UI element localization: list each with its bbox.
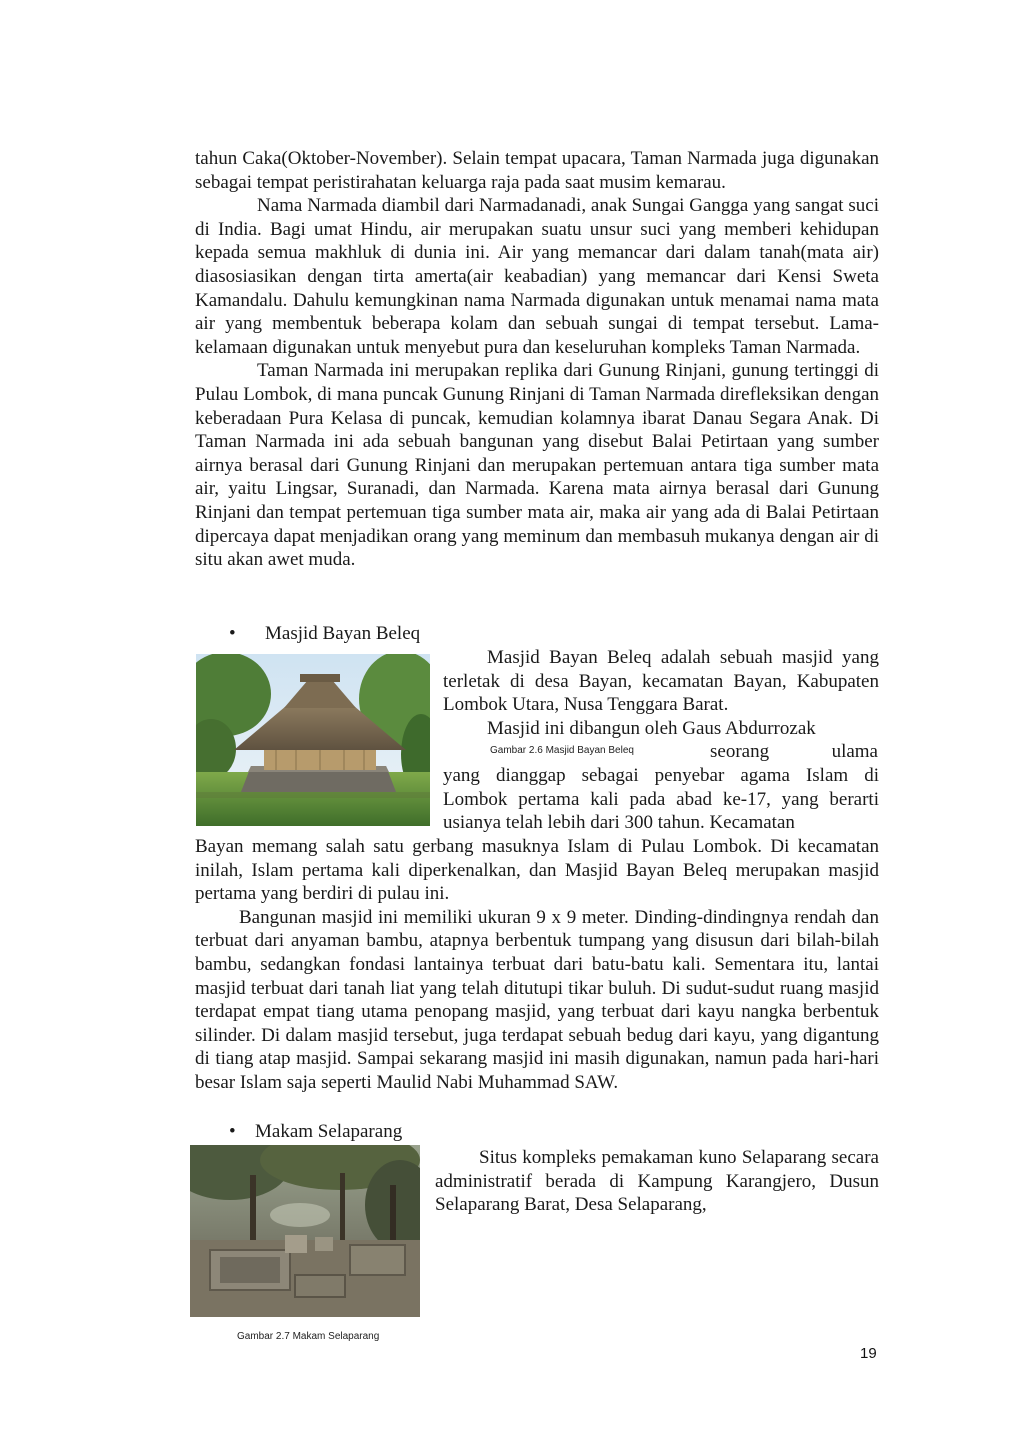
mosque-illustration: [196, 654, 430, 826]
masjid-description-2: Masjid ini dibangun oleh Gaus Abdurrozak: [487, 717, 816, 739]
cemetery-illustration: [190, 1145, 420, 1317]
masjid-bayan-beleq-photo: [196, 654, 430, 826]
masjid-description-5: Bangunan masjid ini memiliki ukuran 9 x 9 meter. Dinding-dindingnya rendah dan terbuat dari anyaman bambu, atapnya berbentuk tumpang yang disusun dari bilah-bilah bambu, sedangkan fondasi lantainya terbuat dari batu-batu kali. Sementara itu, lantai masjid terbuat dari tanah liat yang telah ditutupi tikar buluh. Di sudut-sudut ruang masjid terdapat empat tiang utama penopang masjid, yang terbuat dari kayu nangka berbentuk silinder. Di dalam masjid tersebut, juga terdapat sebuah bedug dari kayu, yang digantung di tiang atap masjid. Sampai sekarang masjid ini masih digunakan, namun pada hari-hari besar Islam saja seperti Maulid Nabi Muhammad SAW.: [195, 906, 879, 1093]
masjid-side-text: [443, 646, 879, 740]
intro-text-block: [195, 147, 879, 572]
paragraph-2: Nama Narmada diambil dari Narmadanadi, anak Sungai Gangga yang sangat suci di India. Bagi umat Hindu, air merupakan suatu unsur suci yang memberi kehidupan kepada semua makhluk di dunia ini. Air yang memancar dari dalam tanah(mata air) diasosiasikan dengan tirta amerta(air keabadian) yang memancar dari Kensi Sweta Kamandalu. Dahulu kemungkinan nama Narmada digunakan untuk menamai nama mata air yang membentuk beberapa kolam dan sebuah sungai di tempat tersebut. Lama-kelamaan digunakan untuk menyebut pura dan keseluruhan kompleks Taman Narmada.: [195, 195, 879, 358]
section-heading-masjid: [195, 622, 879, 646]
heading-makam-selaparang: Makam Selaparang: [255, 1121, 403, 1142]
page-number: 19: [860, 1345, 877, 1362]
masjid-description-3: yang dianggap sebagai penyebar agama Islam di Lombok pertama kali pada abad ke-17, yang berarti usianya telah lebih dari 300 tahun. Kecamatan: [443, 765, 879, 834]
figure-caption-2-6: Gambar 2.6 Masjid Bayan Beleq: [490, 745, 634, 756]
paragraph-3: Taman Narmada ini merupakan replika dari Gunung Rinjani, gunung tertinggi di Pulau Lombok, di mana puncak Gunung Rinjani di Taman Narmada direfleksikan dengan keberadaan Pura Kelasa di puncak, kemudian kolamnya ibarat Danau Segara Anak. Di Taman Narmada ini ada sebuah bangunan yang disebut Balai Petirtaan yang sumber airnya berasal dari Gunung Rinjani dan merupakan pertemuan antara tiga sumber mata air, yaitu Lingsar, Suranadi, dan Narmada. Karena mata airnya berasal dari Gunung Rinjani dan tempat pertemuan tiga sumber mata air, maka air yang ada di Balai Petirtaan dipercaya dapat menjadikan orang yang meminum dan membasuh mukanya dengan air di situ akan awet muda.: [195, 360, 879, 571]
figure-caption-2-7: Gambar 2.7 Makam Selaparang: [237, 1331, 380, 1342]
heading-masjid-bayan-beleq: Masjid Bayan Beleq: [265, 623, 421, 644]
masjid-description-1: Masjid Bayan Beleq adalah sebuah masjid yang terletak di desa Bayan, kecamatan Bayan, Kabupaten Lombok Utara, Nusa Tenggara Barat.: [443, 647, 879, 716]
makam-side-text: [435, 1146, 879, 1217]
section-heading-makam: [195, 1120, 879, 1144]
bullet-icon: •: [229, 623, 236, 644]
masjid-side-text-continued: [443, 764, 879, 835]
paragraph-1: tahun Caka(Oktober-November). Selain tempat upacara, Taman Narmada juga digunakan sebagai tempat peristirahatan keluarga raja pada saat musim kemarau.: [195, 148, 879, 193]
word-ulama: ulama: [831, 741, 878, 762]
bullet-icon: •: [229, 1121, 236, 1142]
masjid-full-text: [195, 835, 879, 1095]
ulama-line: [710, 740, 879, 764]
masjid-description-4: Bayan memang salah satu gerbang masuknya Islam di Pulau Lombok. Di kecamatan inilah, Islam pertama kali diperkenalkan, dan Masjid Bayan Beleq merupakan masjid pertama yang berdiri di pulau ini.: [195, 836, 879, 905]
word-seorang: seorang: [710, 741, 770, 762]
makam-description: Situs kompleks pemakaman kuno Selaparang secara administratif berada di Kampung Karangjero, Dusun Selaparang Barat, Desa Selaparang,: [435, 1147, 879, 1216]
makam-selaparang-photo: [190, 1145, 420, 1317]
